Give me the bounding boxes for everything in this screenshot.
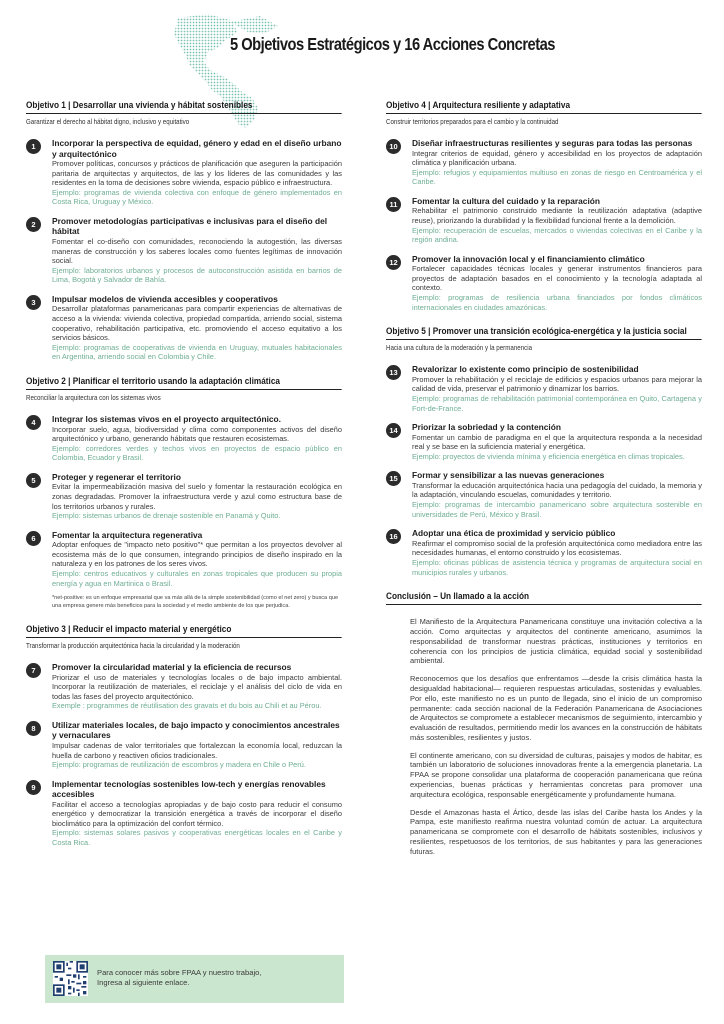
action-item [26, 138, 342, 207]
action-example: Ejemplo: sistemas solares pasivos y cooperativas energéticas locales en el Caribe y Costa Rica. [52, 828, 342, 848]
left-column [26, 100, 342, 857]
action-body: Priorizar el uso de materiales y tecnologías locales o de bajo impacto ambiental. Incorporar la reutilización de materiales, el reciclaje y el análisis del ciclo de vida en todas las fases del proyecto arquitectónico. [52, 672, 342, 701]
conclusion-title: Conclusión – Un llamado a la acción [386, 591, 701, 605]
action-body: Desarrollar plataformas panamericanas para compartir experiencias de alternativas de acceso a la vivienda: vivienda colectiva, propiedad compartida, arriendo social, sistema cooperativo, rehabilitación participativa, etc. promoviendo el acceso equitativo a los servicios básicos. [52, 304, 342, 343]
objective-subtitle: Construir territorios preparados para el cambio y la continuidad [386, 117, 559, 126]
action-title: Diseñar infraestructuras resilientes y seguras para todas las personas [412, 138, 693, 148]
action-number: 11 [386, 197, 401, 212]
objective-4 [386, 100, 702, 312]
action-item [26, 216, 342, 285]
action-body: Integrar criterios de equidad, género y accesibilidad en los proyectos de adaptación climática y planificación urbana. [412, 148, 702, 168]
action-body: Adoptar enfoques de "impacto neto positivo"* que permitan a los proyectos devolver al ecosistema más de lo que consumen, integrando principios de diseño inspirado en la naturaleza y en los patrones de los seres vivos. [52, 540, 342, 569]
action-number: 12 [386, 255, 401, 270]
action-example: Ejemplo: refugios y equipamientos multiuso en zonas de riesgo en Centroamérica y el Caribe. [412, 167, 702, 187]
action-example: Ejemplo: corredores verdes y techos vivos en proyectos de espacio público en Colombia, Ecuador y Brasil. [52, 443, 342, 463]
action-body: Reafirmar el compromiso social de la profesión arquitectónica como mediadora entre las necesidades humanas, el entorno construido y los ecosistemas. [412, 538, 702, 558]
action-title: Implementar tecnologías sostenibles low-tech y energías renovables accesibles [52, 778, 326, 800]
action-body: Incorporar suelo, agua, biodiversidad y clima como componentes activos del diseño arquitectónico y urbano, generando hábitats que restauren ecosistemas. [52, 424, 342, 444]
action-body: Impulsar cadenas de valor territoriales que fortalezcan la economía local, reduzcan la huella de carbono y reactiven oficios tradicionales. [52, 740, 342, 760]
action-title: Formar y sensibilizar a las nuevas generaciones [412, 470, 605, 481]
action-number: 15 [386, 471, 401, 486]
action-title: Priorizar la sobriedad y la contención [412, 422, 561, 433]
action-example: Ejemplo: programas de cooperativas de vivienda en Uruguay, mutuales habitacionales en Argentina, arriendo social en Colombia y Chile. [52, 342, 342, 362]
action-title: Adoptar una ética de proximidad y servicio público [412, 528, 616, 539]
action-item [26, 414, 342, 463]
action-example: Ejemplo: programas de reutilización de escombros y madera en Chile o Perú. [52, 760, 306, 770]
action-title: Promover la circularidad material y la eficiencia de recursos [52, 662, 292, 673]
action-body: Transformar la educación arquitectónica hacia una pedagogía del cuidado, la memoria y la adaptación, vinculando escuelas, comunidades y territorio. [412, 480, 702, 500]
conclusion-paragraph: Reconocemos que los desafíos que enfrentamos —desde la crisis climática hasta la desigualdad habitacional— requieren respuestas articuladas, sostenidas y evaluables. Por ello, este manifiesto no es un punto de llegada, sino el inicio de un compromiso permanente: cada sección nacional de la Federación Panamericana de Asociaciones de Arquitectos se compromete a establecer mecanismos de seguimiento, intercambio y evaluación de resultados, permitiendo medir los avances en la construcción de hábitats más sostenibles, resilientes y justos. [410, 674, 702, 742]
action-number: 16 [386, 529, 401, 544]
action-body: Promover políticas, concursos y prácticos de planificación que aseguren la participación paritaria de arquitectas y arquitectos, de las y los líderes de las comunidades y las residentes en la toma de decisiones sobre vivienda, espacio público e infraestructura. [52, 159, 342, 188]
action-example: Ejemplo: recuperación de escuelas, mercados o viviendas colectivas en el Caribe y la región andina. [412, 225, 702, 245]
action-example: Ejemplo: programas de intercambio panamericano sobre arquitectura sostenible en universidades de Perú, México y Brasil. [412, 500, 702, 519]
action-title: Integrar los sistemas vivos en el proyecto arquitectónico. [52, 414, 281, 424]
right-column [386, 100, 702, 865]
action-example: Ejemplo: proyectos de vivienda mínima y eficiencia energética en climas tropicales. [412, 451, 685, 461]
action-number: 8 [26, 721, 41, 736]
objective-subtitle: Garantizar el derecho al hábitat digno, inclusivo y equitativo [26, 117, 190, 126]
action-example: Ejemplo: programas de vivienda colectiva con enfoque de género implementados en Costa Rica, Uruguay y México. [52, 187, 342, 207]
objective-subtitle: Hacia una cultura de la moderación y la permanencia [386, 343, 533, 353]
conclusion-paragraph: El Manifiesto de la Arquitectura Panamericana constituye una invitación colectiva a la acción. Como arquitectas y arquitectos del continente americano, asumimos la responsabilidad de transformar nuestras prácticas, instituciones y territorios en coherencia con los principios de justicia climática, equidad social y sostenibilidad ambiental. [410, 617, 702, 666]
qr-code-icon[interactable] [53, 961, 88, 996]
action-number: 4 [26, 415, 41, 430]
objective-5 [386, 326, 702, 577]
action-item [26, 472, 342, 521]
action-title: Fomentar la cultura del cuidado y la reparación [412, 195, 601, 206]
action-example: Ejemplo: programas de rehabilitación patrimonial contemporánea en Quito, Cartagena y Fort-de-France. [412, 393, 702, 413]
action-example: Ejemplo: laboratorios urbanos y procesos de autoconstrucción asistida en barrios de Lima, Bogotá y Salvador de Bahía. [52, 265, 342, 285]
qr-caption-line-2: Ingresa al siguiente enlace. [97, 978, 190, 987]
action-body: Evitar la impermeabilización masiva del suelo y fomentar la restauración ecológica en zonas degradadas. Promover la infraestructura verde y azul como estructura base de los territorios urbanos y rurales. [52, 482, 342, 511]
footnote: *net-positive: es un enfoque empresarial que va más allá de la simple sostenibilidad (como el net zero) y busca que una empresa genere más beneficios para la sociedad y el medio ambiente de los que perjudica. [52, 595, 339, 609]
action-number: 2 [26, 217, 41, 232]
action-number: 7 [26, 663, 41, 678]
conclusion-paragraph: El continente americano, con su diversidad de culturas, paisajes y modos de habitar, es también un laboratorio de soluciones innovadoras frente a la emergencia planetaria. La FPAA se propone consolidar una plataforma de cooperación panamericana que reúna experiencias, buenas prácticas y herramientas concretas para promover una arquitectura ecológica, responsable energéticamente y profundamente humana. [410, 750, 702, 799]
conclusion-section [386, 591, 702, 857]
qr-caption-line-1: Para conocer más sobre FPAA y nuestro trabajo, [97, 968, 262, 977]
action-item [26, 779, 342, 848]
action-title: Impulsar modelos de vivienda accesibles y cooperativos [52, 293, 278, 304]
action-body: Promover la rehabilitación y el reciclaje de edificios y espacios urbanos para mejorar la calidad de vida, preservar el patrimonio y dinamizar los barrios. [412, 374, 702, 394]
action-number: 1 [26, 139, 41, 154]
page-title: 5 Objetivos Estratégicos y 16 Acciones Concretas [230, 34, 555, 54]
action-body: Fortalecer capacidades técnicas locales y generar instrumentos financieros para proyectos de adaptación basados en el conocimiento y la tecnología adaptada al contexto. [412, 264, 702, 293]
action-item [386, 138, 702, 187]
action-item [386, 470, 702, 519]
conclusion-paragraph: Desde el Amazonas hasta el Ártico, desde las islas del Caribe hasta los Andes y la Pampa, este manifiesto reafirma nuestra voluntad común de actuar. La arquitectura panamericana se compromete con el desarrollo de hábitats sostenibles, inclusivos y resilientes, respetuosos de los territorios, de sus habitantes y para las generaciones futuras. [410, 807, 702, 856]
action-example: Ejemplo: centros educativos y culturales en zonas tropicales que producen su propia energía y agua en Martinica o Brasil. [52, 569, 342, 588]
action-number: 5 [26, 473, 41, 488]
action-body: Fomentar el co-diseño con comunidades, reconociendo la autogestión, las diversas maneras de construcción y los saberes locales como fuentes legítimas de innovación social. [52, 236, 342, 266]
action-number: 9 [26, 780, 41, 795]
action-number: 6 [26, 531, 41, 546]
action-body: Facilitar el acceso a tecnologías apropiadas y de bajo costo para reducir el consumo energético y democratizar la transición energética a través de incorporar el diseño bioclimático para la optimización del confort térmico. [52, 799, 342, 828]
objective-title: Objetivo 2 | Planificar el territorio usando la adaptación climática [26, 376, 341, 390]
objective-title: Objetivo 3 | Reducir el impacto material y energético [26, 624, 341, 638]
action-number: 10 [386, 139, 401, 154]
action-title: Utilizar materiales locales, de bajo impacto y conocimientos ancestrales y vernaculares [52, 719, 340, 741]
objective-title: Objetivo 1 | Desarrollar una vivienda y hábitat sostenibles [26, 100, 341, 114]
action-item [26, 720, 342, 770]
objective-title: Objetivo 4 | Arquitectura resiliente y adaptativa [386, 100, 701, 114]
action-title: Promover metodologías participativas e inclusivas para el diseño del hábitat [52, 215, 328, 237]
action-item [386, 364, 702, 413]
objective-subtitle: Transformar la producción arquitectónica hacia la circularidad y la moderación [26, 641, 240, 651]
action-title: Incorporar la perspectiva de equidad, género y edad en el diseño urbano y arquitectónico [52, 138, 342, 159]
action-body: Fomentar un cambio de paradigma en el que la arquitectura responda a la necesidad real y se base en la suficiencia material y energética. [412, 432, 702, 452]
action-number: 3 [26, 295, 41, 310]
action-item [26, 294, 342, 362]
action-title: Revalorizar lo existente como principio de sostenibilidad [412, 364, 639, 375]
qr-banner [45, 955, 344, 1003]
action-number: 14 [386, 423, 401, 438]
action-example: Ejemplo: oficinas públicas de asistencia técnica y programas de arquitectura social en municipios rurales y urbanos. [412, 557, 702, 577]
action-title: Proteger y regenerar el territorio [52, 471, 181, 482]
action-item [26, 662, 342, 711]
action-number: 13 [386, 365, 401, 380]
objective-3 [26, 624, 342, 848]
action-example: Exemple : programmes de réutilisation des gravats et du bois au Chili et au Pérou. [52, 701, 322, 711]
action-item [386, 422, 702, 461]
action-item [386, 528, 702, 577]
action-title: Fomentar la arquitectura regenerativa [52, 529, 203, 540]
qr-caption [97, 968, 261, 988]
action-example: Ejemplo: programas de resiliencia urbana financiados por fondos climáticos internacionales en ciudades amazónicas. [412, 293, 702, 312]
action-item [26, 530, 342, 588]
objective-subtitle: Reconciliar la arquitectura con los sistemas vivos [26, 393, 161, 402]
objective-1 [26, 100, 342, 362]
action-title: Promover la innovación local y el financiamiento climático [412, 253, 645, 264]
action-body: Rehabilitar el patrimonio construido mediante la reutilización adaptativa (adaptive reuse), priorizando la durabilidad y la flexibilidad funcional frente a la demolición. [412, 206, 702, 225]
action-item [386, 196, 702, 245]
objective-2 [26, 376, 342, 610]
action-item [386, 254, 702, 312]
action-example: Ejemplo: sistemas urbanos de drenaje sostenible en Panamá y Quito. [52, 511, 281, 521]
objective-title: Objetivo 5 | Promover una transición ecológica-energética y la justicia social [386, 326, 701, 340]
